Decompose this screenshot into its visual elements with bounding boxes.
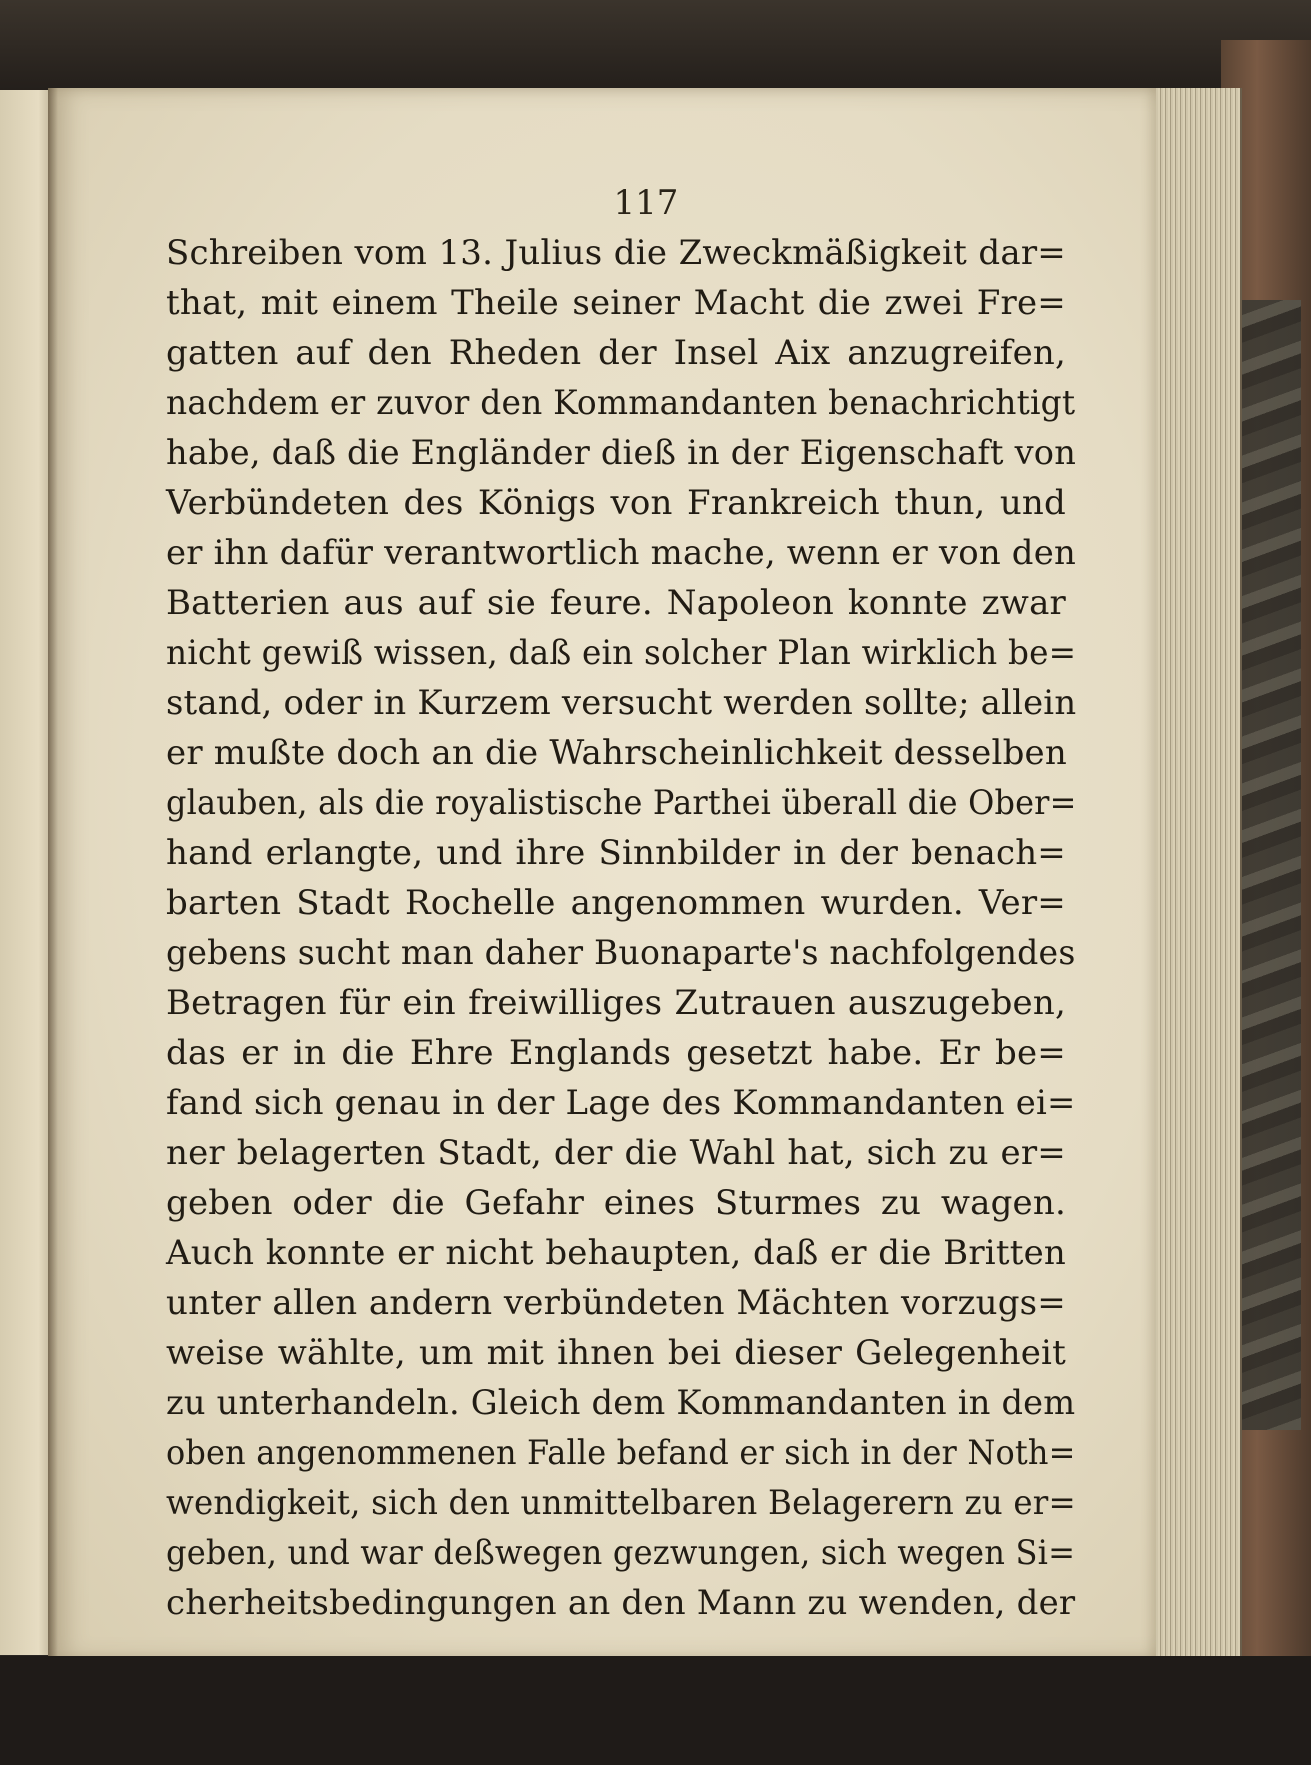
- text-line: hand erlangte, und ihre Sinnbilder in der benach=: [166, 833, 1066, 873]
- facing-page-edge: [0, 90, 55, 1655]
- page-gutter-shadow: [48, 88, 58, 1660]
- text-line: wendigkeit, sich den unmittelbaren Belagerern zu er=: [166, 1483, 1076, 1523]
- book-page: [48, 88, 1156, 1660]
- text-line: nachdem er zuvor den Kommandanten benachrichtigt: [166, 383, 1076, 423]
- text-line: nicht gewiß wissen, daß ein solcher Plan wirklich be=: [166, 633, 1077, 673]
- text-line: geben oder die Gefahr eines Sturmes zu wagen.: [166, 1183, 1066, 1223]
- text-line: that, mit einem Theile seiner Macht die zwei Fre=: [166, 283, 1066, 323]
- binding-top-edge: [0, 0, 1311, 90]
- text-line: ner belagerten Stadt, der die Wahl hat, sich zu er=: [166, 1133, 1066, 1173]
- text-line: Auch konnte er nicht behaupten, daß er die Britten: [166, 1233, 1066, 1273]
- binding-bottom-edge: [0, 1656, 1311, 1765]
- text-line: gatten auf den Rheden der Insel Aix anzugreifen,: [166, 333, 1066, 373]
- text-line: geben, und war deßwegen gezwungen, sich wegen Si=: [166, 1533, 1076, 1573]
- page-number: 117: [613, 183, 679, 223]
- text-line: stand, oder in Kurzem versucht werden sollte; allein: [166, 683, 1077, 723]
- text-line: barten Stadt Rochelle angenommen wurden. Ver=: [166, 883, 1066, 923]
- text-line: cherheitsbedingungen an den Mann zu wenden, der: [166, 1583, 1076, 1623]
- text-line: das er in die Ehre Englands gesetzt habe. Er be=: [166, 1033, 1066, 1073]
- text-line: unter allen andern verbündeten Mächten vorzugs=: [166, 1283, 1066, 1323]
- text-line: er mußte doch an die Wahrscheinlichkeit desselben: [166, 733, 1067, 773]
- text-line: Verbündeten des Königs von Frankreich thun, und: [166, 483, 1066, 523]
- text-line: Batterien aus auf sie feure. Napoleon konnte zwar: [166, 583, 1066, 623]
- text-line: habe, daß die Engländer dieß in der Eigenschaft von: [166, 433, 1077, 473]
- text-line: glauben, als die royalistische Parthei überall die Ober=: [166, 783, 1077, 823]
- page-stack-edge: [1148, 88, 1242, 1658]
- text-line: weise wählte, um mit ihnen bei dieser Gelegenheit: [166, 1333, 1066, 1373]
- text-line: Schreiben vom 13. Julius die Zweckmäßigkeit dar=: [166, 233, 1066, 273]
- text-line: er ihn dafür verantwortlich mache, wenn er von den: [166, 533, 1076, 573]
- body-text: [166, 228, 1077, 1628]
- text-line: fand sich genau in der Lage des Kommandanten ei=: [166, 1083, 1076, 1123]
- text-line: gebens sucht man daher Buonaparte's nachfolgendes: [166, 933, 1076, 973]
- text-line: Betragen für ein freiwilliges Zutrauen auszugeben,: [166, 983, 1066, 1023]
- text-line: oben angenommenen Falle befand er sich in der Noth=: [166, 1433, 1076, 1473]
- text-line: zu unterhandeln. Gleich dem Kommandanten in dem: [166, 1383, 1076, 1423]
